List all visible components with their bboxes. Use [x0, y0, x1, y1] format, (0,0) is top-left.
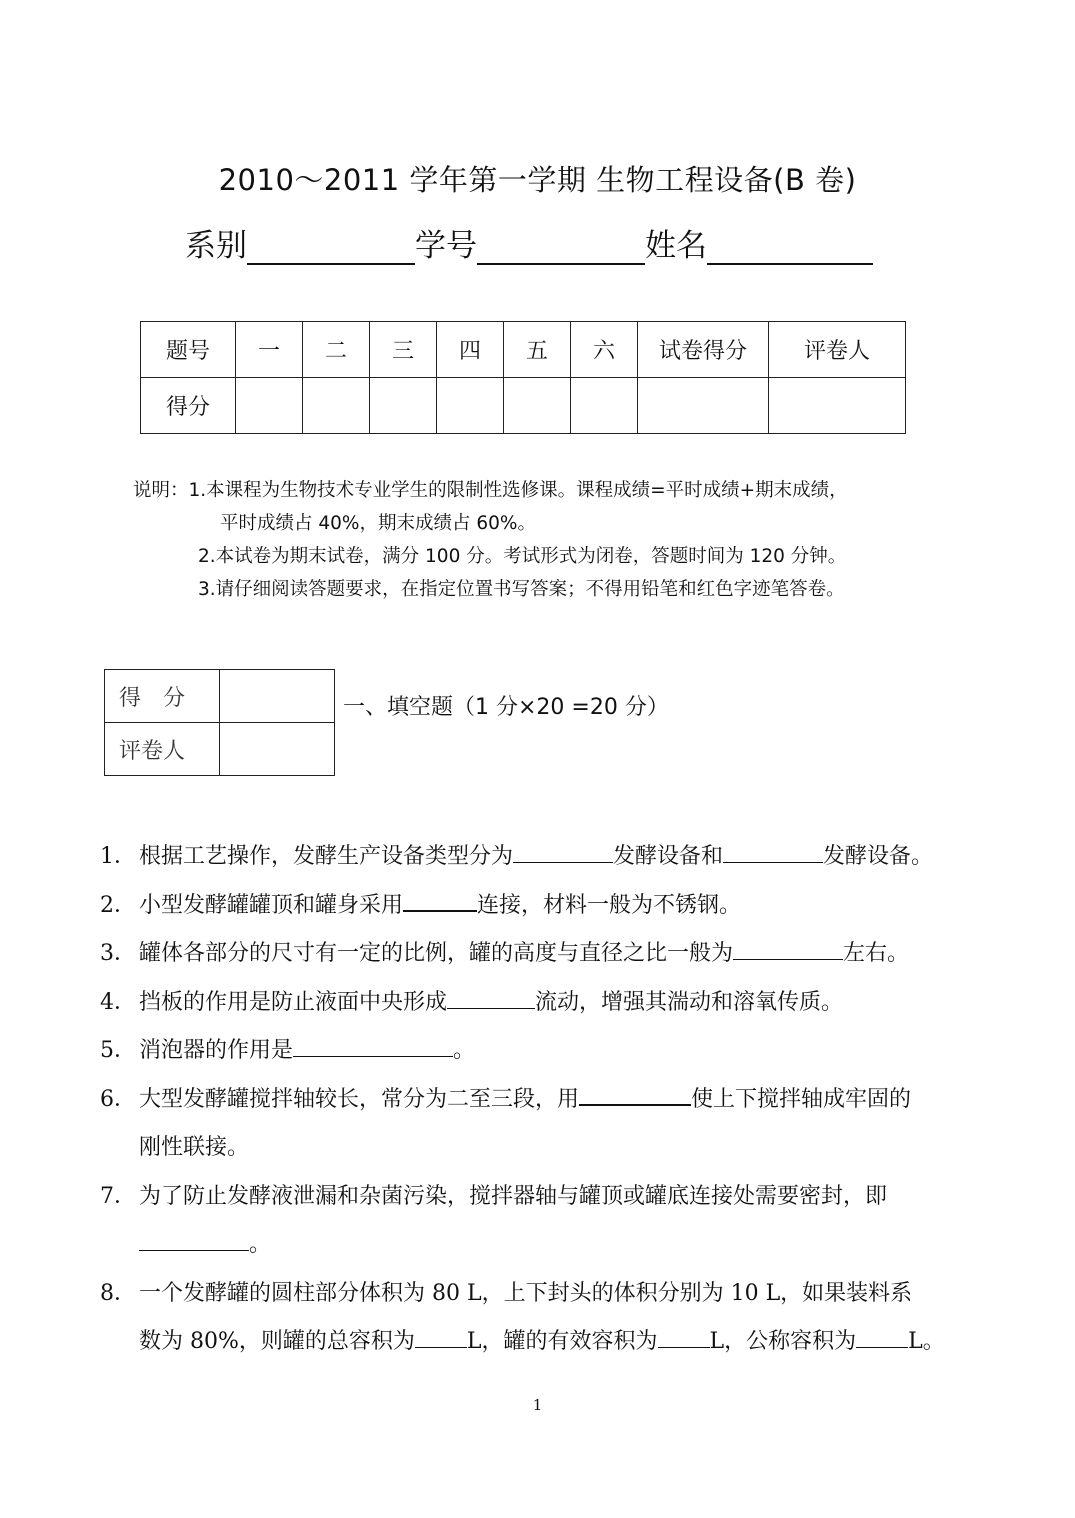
- exam-title: 2010～2011 学年第一学期 生物工程设备(B 卷): [218, 163, 857, 197]
- question-text: 一个发酵罐的圆柱部分体积为 80 L，上下封头的体积分别为 10 L，如果装料系: [139, 1280, 913, 1306]
- note-line-2: 2.本试卷为期末试卷，满分 100 分。考试形式为闭卷，答题时间为 120 分钟。: [198, 546, 847, 567]
- note-line-1: [133, 474, 848, 507]
- answer-blank[interactable]: [579, 1078, 691, 1106]
- question-text: 大型发酵罐搅拌轴较长，常分为二至三段，用 使上下搅拌轴成牢固的: [139, 1076, 911, 1125]
- question-text: 根据工艺操作，发酵生产设备类型分为 发酵设备和 发酵设备。: [139, 833, 933, 882]
- question-item: [100, 1173, 1020, 1222]
- exam-notes: [133, 474, 848, 606]
- note-text: 1.本课程为生物技术专业学生的限制性选修课。课程成绩=平时成绩+期末成绩，: [188, 480, 848, 501]
- score-cell[interactable]: [638, 378, 769, 434]
- header-cell: 二: [303, 322, 370, 378]
- question-list: [100, 833, 1020, 1367]
- answer-blank[interactable]: [513, 836, 613, 863]
- section-score-label: 得 分: [105, 670, 220, 723]
- question-number: 8．: [100, 1280, 136, 1306]
- score-cell[interactable]: [236, 378, 303, 434]
- answer-blank[interactable]: [447, 982, 535, 1009]
- header-cell: 一: [236, 322, 303, 378]
- notes-prefix: 说明：: [133, 480, 189, 501]
- question-continuation: 数为 80%，则罐的总容积为 L，罐的有效容积为 L，公称容积为 L。: [100, 1318, 1020, 1367]
- question-item: [100, 1076, 1020, 1125]
- score-table: [140, 321, 906, 434]
- answer-blank[interactable]: [723, 836, 823, 863]
- answer-blank[interactable]: [293, 1030, 453, 1057]
- question-number: 3．: [100, 941, 136, 966]
- student-id-label: 学号: [415, 228, 477, 264]
- student-info-line: [185, 220, 873, 265]
- note-line-3: 3.请仔细阅读答题要求，在指定位置书写答案；不得用铅笔和红色字迹笔答卷。: [198, 579, 845, 600]
- question-number: 7．: [100, 1183, 136, 1209]
- question-number: 6．: [100, 1086, 136, 1112]
- question-number: 1．: [100, 844, 136, 869]
- answer-blank[interactable]: [415, 1321, 467, 1348]
- score-cell[interactable]: [303, 378, 370, 434]
- header-cell: 四: [437, 322, 504, 378]
- section-title: 一、填空题（1 分×20 =20 分）: [343, 695, 669, 720]
- name-label: 姓名: [645, 228, 707, 264]
- question-item: [100, 833, 1020, 882]
- question-number: 5．: [100, 1038, 136, 1063]
- question-text: 罐体各部分的尺寸有一定的比例，罐的高度与直径之比一般为 左右。: [139, 930, 909, 979]
- question-item: [100, 1027, 1020, 1076]
- header-cell: 六: [571, 322, 638, 378]
- question-item: [100, 1270, 1020, 1319]
- header-cell: 试卷得分: [638, 322, 769, 378]
- section-score-cell[interactable]: [220, 670, 335, 723]
- question-number: 4．: [100, 989, 136, 1015]
- question-number: 2．: [100, 892, 136, 918]
- section-grader-label: 评卷人: [105, 723, 220, 776]
- header-cell: 三: [370, 322, 437, 378]
- dept-label: 系别: [185, 228, 247, 264]
- header-cell: 五: [504, 322, 571, 378]
- score-row-label: 得分: [141, 378, 236, 434]
- header-cell: 题号: [141, 322, 236, 378]
- question-continuation: 刚性联接。: [139, 1135, 250, 1160]
- answer-blank[interactable]: [139, 1224, 249, 1251]
- answer-blank[interactable]: [658, 1321, 710, 1348]
- question-text: 挡板的作用是防止液面中央形成 流动，增强其湍动和溶氧传质。: [139, 979, 843, 1028]
- answer-blank[interactable]: [733, 933, 843, 960]
- student-id-blank[interactable]: [477, 235, 645, 265]
- answer-blank[interactable]: [403, 884, 477, 912]
- question-text: 小型发酵罐罐顶和罐身采用 连接，材料一般为不锈钢。: [139, 882, 741, 931]
- score-cell[interactable]: [370, 378, 437, 434]
- score-cell[interactable]: [571, 378, 638, 434]
- score-cell[interactable]: [769, 378, 906, 434]
- question-item: [100, 882, 1020, 931]
- question-continuation: 。: [100, 1221, 1020, 1270]
- question-item: [100, 930, 1020, 979]
- question-text: 消泡器的作用是 。: [139, 1027, 475, 1076]
- page-number: 1: [532, 1396, 543, 1414]
- question-text: 为了防止发酵液泄漏和杂菌污染，搅拌器轴与罐顶或罐底连接处需要密封，即: [139, 1183, 888, 1209]
- section-grader-cell[interactable]: [220, 723, 335, 776]
- note-line-1b: 平时成绩占 40%，期末成绩占 60%。: [220, 513, 537, 534]
- question-item: [100, 979, 1020, 1028]
- header-cell: 评卷人: [769, 322, 906, 378]
- name-blank[interactable]: [707, 235, 873, 265]
- score-table-score-row: [141, 378, 906, 434]
- answer-blank[interactable]: [856, 1321, 908, 1348]
- score-cell[interactable]: [437, 378, 504, 434]
- score-cell[interactable]: [504, 378, 571, 434]
- dept-blank[interactable]: [247, 235, 415, 265]
- score-table-header-row: [141, 322, 906, 378]
- section-score-table: [104, 669, 335, 776]
